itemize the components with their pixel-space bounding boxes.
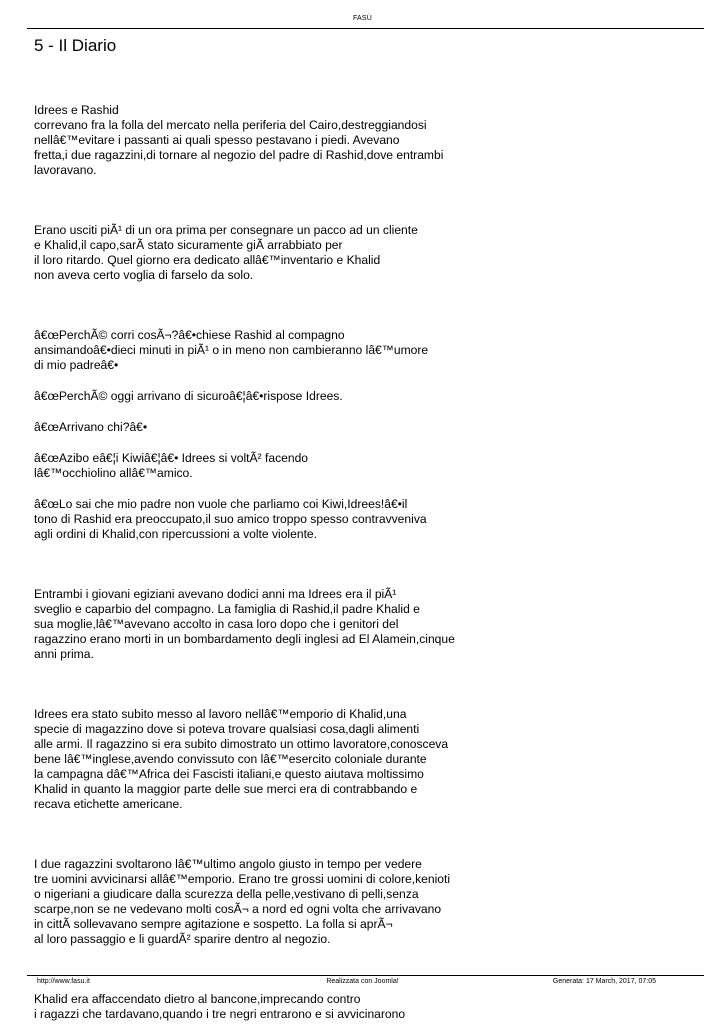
paragraph-dialogue-4: â€œAzibo eâ€¦i Kiwiâ€¦â€• Idrees si voltÃ² facendo lâ€™occhiolino allâ€™amico. (34, 451, 309, 480)
paragraph-dialogue-2: â€œPerchÃ© oggi arrivano di sicuroâ€¦â€•rispose Idrees. (34, 389, 343, 403)
paragraph-intro: Idrees e Rashid correvano fra la folla del mercato nella periferia del Cairo,destreggiandosi nellâ€™evitare i passanti ai quali spesso pestavano i piedi. Avevano fretta,i due ragazzini,di tornare al negozio del padre di Rashid,dove entrambi lavoravano. (34, 103, 444, 177)
article-body (34, 103, 514, 1022)
header-divider (27, 28, 704, 29)
footer-credit: Realizzata con Joomla! (326, 978, 399, 985)
footer-divider (27, 975, 704, 976)
paragraph-dialogue-3: â€œArrivano chi?â€• (34, 420, 148, 434)
site-header: FASÙ (352, 15, 373, 22)
paragraph-arrival: I due ragazzini svoltarono lâ€™ultimo angolo giusto in tempo per vedere tre uomini avvicinarsi allâ€™emporio. Erano tre grossi uomini di colore,kenioti o nigeriani a giudicare dalla scurezza della pelle,vestivano di pelli,senza scarpe,non se ne vedevano molti cosÃ¬ a nord ed ogni volta che arrivavano in cittÃ sollevavano sempre agitazione e sospetto. La folla si aprÃ¬ al loro passaggio e li guardÃ² sparire dentro al negozio. (34, 857, 451, 946)
paragraph-emporium: Idrees era stato subito messo al lavoro nellâ€™emporio di Khalid,una specie di magazzino dove si poteva trovare qualsiasi cosa,dagli alimenti alle armi. Il ragazzino si era subito dimostrato un ottimo lavoratore,conosceva bene lâ€™inglese,avendo convissuto con lâ€™esercito coloniale durante la campagna dâ€™Africa dei Fascisti italiani,e questo aiutava moltissimo Khalid in quanto la maggior parte delle sue merci era di contrabbando e recava etichette americane. (34, 707, 449, 811)
paragraph-late: Erano usciti piÃ¹ di un ora prima per consegnare un pacco ad un cliente e Khalid,il capo,sarÃ stato sicuramente giÃ arrabbiato per il loro ritardo. Quel giorno era dedicato allâ€™inventario e Khalid non aveva certo voglia di farselo da solo. (34, 223, 418, 282)
paragraph-khalid: Khalid era affaccendato dietro al bancone,imprecando contro i ragazzi che tardavano,quando i tre negri entrarono e si avvicinarono (34, 992, 406, 1021)
paragraph-dialogue-1: â€œPerchÃ© corri cosÃ¬?â€•chiese Rashid al compagno ansimandoâ€•dieci minuti in piÃ¹ o in meno non cambieranno lâ€™umore di mio padreâ€• (34, 328, 429, 372)
footer-url-link[interactable]: http://www.fasu.it (37, 978, 90, 985)
paragraph-dialogue-5: â€œLo sai che mio padre non vuole che parliamo coi Kiwi,Idrees!â€•il tono di Rashid era preoccupato,il suo amico troppo spesso contravveniva agli ordini di Khalid,con ripercussioni a volte violente. (34, 497, 427, 541)
page-title: 5 - Il Diario (34, 36, 117, 55)
footer-generated-date: Generata: 17 March, 2017, 07:05 (552, 978, 656, 985)
paragraph-family: Entrambi i giovani egiziani avevano dodici anni ma Idrees era il piÃ¹ sveglio e caparbio del compagno. La famiglia di Rashid,il padre Khalid e sua moglie,lâ€™avevano accolto in casa loro dopo che i genitori del ragazzino erano morti in un bombardamento degli inglesi ad El Alamein,cinque anni prima. (34, 587, 455, 661)
